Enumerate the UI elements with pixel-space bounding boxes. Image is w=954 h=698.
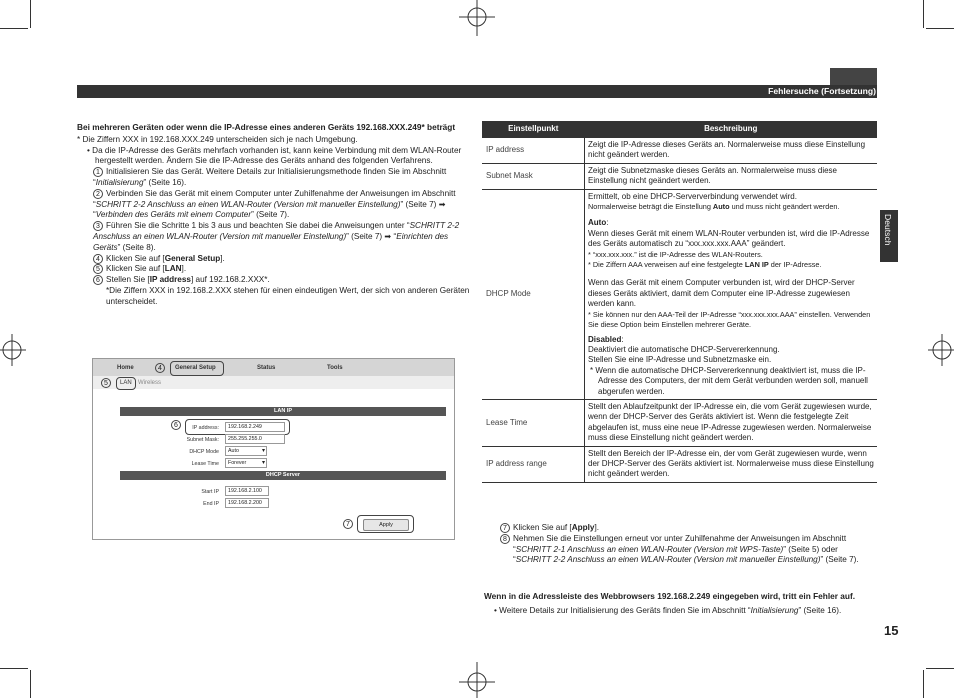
- error-section: [484, 591, 877, 617]
- column-header: Einstellpunkt: [482, 121, 585, 138]
- dhcp-server-section-title: DHCP Server: [120, 471, 446, 480]
- registration-mark: [457, 0, 497, 40]
- tab-home[interactable]: Home: [117, 365, 134, 371]
- left-column: [77, 122, 472, 308]
- step-list-continued: [500, 523, 876, 566]
- tab-general-setup[interactable]: General Setup: [175, 365, 216, 371]
- header-tab-decoration: [830, 68, 877, 85]
- tab-status[interactable]: Status: [257, 365, 276, 371]
- setting-description: Stellt den Bereich der IP-Adresse ein, der vom Gerät zugewiesen wurde, wenn der DHCP-Server des Geräts aktiviert ist. Normalerweise muss diese Einstellung nicht geändert werden.: [585, 446, 878, 482]
- subnet-mask-input[interactable]: 255.255.255.0: [225, 434, 285, 444]
- setting-description: Ermittelt, ob eine DHCP-Serververbindung verwendet wird. Normalerweise beträgt die Einstellung Auto und muss nicht geändert werden. Auto: Wenn dieses Gerät mit einem WLAN-Router verbunden ist, wird die IP-Adresse des Geräts automatisch zu “xxx.xxx.xxx.AAA” geändert. * “xxx.xxx.xxx.” ist die IP-Adresse des WLAN-Routers. * Die Ziffern AAA verweisen auf eine festgelegte LAN IP der IP-Adresse. Wenn das Gerät mit einem Computer verbunden ist, wird der DHCP-Server dieses Geräts aktiviert, damit dem Computer eine IP-Adresse zugewiesen werden kann. * Sie können nur den AAA-Teil der IP-Adresse “xxx.xxx.xxx.AAA” einstellen. Verwenden Sie diese Option beim Einstellen mehrerer Geräte. Disabled: Deaktiviert die automatische DHCP-Servererkennung. Stellen Sie eine IP-Adresse und Subnetzmaske ein. * Wenn die automatische DHCP-Servererkennung deaktiviert ist, muss die IP-Adresse des Computers, der mit dem Gerät verbunden werden soll, manuell abgerufen werden.: [585, 189, 878, 399]
- step-7: 7 Klicken Sie auf [Apply].: [500, 523, 876, 534]
- bullet-text: • Da die IP-Adresse des Geräts mehrfach vorhanden ist, kann keine Verbindung mit dem WLAN-Router hergestellt werden. Ändern Sie die IP-Adresse des Geräts anhand des folgenden Verfahrens.: [87, 145, 462, 166]
- setting-name: IP address range: [482, 446, 585, 482]
- step-marker: 5: [101, 378, 111, 388]
- crop-mark: [30, 670, 31, 698]
- highlight-ring: [116, 377, 136, 390]
- crop-mark: [0, 668, 28, 669]
- end-ip-input[interactable]: 192.168.2.200: [225, 498, 269, 508]
- step-3: 3 Führen Sie die Schritte 1 bis 3 aus und beachten Sie dabei die Anweisungen unter “SCHRITT 2-2 Anschluss an einen WLAN-Router (Version mit manueller Einstellung)” (Seite 7) ➡ “Einrichten des Geräts” (Seite 8).: [93, 221, 460, 252]
- section-heading: Wenn in die Adressleiste des Webbrowsers 192.168.2.249 eingegeben wird, tritt ein Fehler auf.: [484, 591, 856, 601]
- lease-time-label: Lease Time: [191, 461, 219, 467]
- crop-mark: [923, 670, 924, 698]
- end-ip-label: End IP: [203, 501, 219, 507]
- setting-name: Subnet Mask: [482, 163, 585, 189]
- apply-button[interactable]: Apply: [363, 519, 409, 531]
- setting-description: Stellt den Ablaufzeitpunkt der IP-Adresse ein, die vom Gerät zugewiesen wurde, wenn der DHCP-Server des Geräts aktiviert ist. Wenn die festgelegte Zeit abgelaufen ist, muss eine neue IP-Adresse zugewiesen werden. Normalerweise muss diese Einstellung nicht geändert werden.: [585, 399, 878, 446]
- crop-mark: [0, 28, 28, 29]
- table-row: [482, 399, 877, 446]
- subtab-lan[interactable]: LAN: [120, 380, 132, 386]
- setting-name: Lease Time: [482, 399, 585, 446]
- registration-mark: [924, 330, 954, 370]
- registration-mark: [457, 660, 497, 698]
- router-sub-nav: [93, 376, 454, 389]
- table-row: [482, 189, 877, 399]
- router-nav-bar: [93, 359, 454, 377]
- step-6: 6 Stellen Sie [IP address] auf 192.168.2.XXX*.: [93, 275, 472, 286]
- bullet-text: • Weitere Details zur Initialisierung des Geräts finden Sie im Abschnitt “Initialisierung” (Seite 16).: [494, 605, 842, 615]
- crop-mark: [30, 0, 31, 28]
- step-marker: 4: [155, 363, 165, 373]
- column-header: Beschreibung: [585, 121, 878, 138]
- step-marker: 7: [343, 519, 353, 529]
- step-marker: 6: [171, 420, 181, 430]
- page-section-title: Fehlersuche (Fortsetzung): [768, 86, 876, 96]
- start-ip-input[interactable]: 192.168.2.100: [225, 486, 269, 496]
- lease-time-select[interactable]: Forever ▾: [225, 458, 267, 468]
- tab-tools[interactable]: Tools: [327, 365, 343, 371]
- setting-description: Zeigt die Subnetzmaske dieses Geräts an. Normalerweise muss diese Einstellung nicht geändert werden.: [585, 163, 878, 189]
- settings-table: [482, 121, 877, 483]
- section-heading: Bei mehreren Geräten oder wenn die IP-Adresse eines anderen Geräts 192.168.XXX.249* beträgt: [77, 122, 456, 132]
- dhcp-mode-label: DHCP Mode: [189, 449, 219, 455]
- step-list: [77, 167, 472, 307]
- highlight-ring: [170, 361, 224, 376]
- setting-name: IP address: [482, 138, 585, 163]
- registration-mark: [0, 330, 30, 370]
- lan-ip-section-title: LAN IP: [120, 407, 446, 416]
- crop-mark: [923, 0, 924, 28]
- setting-name: DHCP Mode: [482, 189, 585, 399]
- table-header: [482, 121, 877, 138]
- crop-mark: [926, 28, 954, 29]
- setting-description: Zeigt die IP-Adresse dieses Geräts an. Normalerweise muss diese Einstellung nicht geändert werden.: [585, 138, 878, 163]
- crop-mark: [926, 668, 954, 669]
- dhcp-mode-select[interactable]: Auto ▾: [225, 446, 267, 456]
- step-6-note: *Die Ziffern XXX in 192.168.2.XXX stehen für einen eindeutigen Wert, der sich von anderen Geräten unterscheidet.: [106, 285, 470, 306]
- table-row: [482, 138, 877, 163]
- subnet-mask-label: Subnet Mask:: [186, 437, 219, 443]
- start-ip-label: Start IP: [201, 489, 219, 495]
- step-8: 8 Nehmen Sie die Einstellungen erneut vor unter Zuhilfenahme der Anweisungen im Abschnitt “SCHRITT 2-1 Anschluss an einen WLAN-Router (Version mit WPS-Taste)” (Seite 5) oder “SCHRITT 2-2 Anschluss an einen WLAN-Router (Version mit manueller Einstellung)” (Seite 7).: [500, 534, 876, 566]
- step-1: 1 Initialisieren Sie das Gerät. Weitere Details zur Initialisierungsmethode finden Sie im Abschnitt “Initialisierung” (Seite 16).: [93, 167, 447, 187]
- ip-address-label: IP address:: [192, 425, 219, 431]
- language-tab: [880, 210, 898, 262]
- table-row: [482, 163, 877, 189]
- step-4: 4 Klicken Sie auf [General Setup].: [93, 254, 472, 265]
- header-bar: [77, 85, 877, 98]
- page-number: 15: [884, 623, 899, 638]
- table-row: [482, 446, 877, 482]
- ip-address-input[interactable]: 192.168.2.249: [225, 422, 285, 432]
- subtab-wireless[interactable]: Wireless: [138, 380, 162, 386]
- step-2: 2 Verbinden Sie das Gerät mit einem Computer unter Zuhilfenahme der Anweisungen im Abschnitt “SCHRITT 2-2 Anschluss an einen WLAN-Router (Version mit manueller Einstellung)” (Seite 7) ➡ “Verbinden des Geräts mit einem Computer” (Seite 7).: [93, 188, 456, 220]
- note: * Die Ziffern XXX in 192.168.XXX.249 unterscheiden sich je nach Umgebung.: [77, 134, 358, 144]
- language-label: Deutsch: [882, 214, 893, 246]
- router-settings-screenshot: [92, 358, 455, 540]
- step-5: 5 Klicken Sie auf [LAN].: [93, 264, 472, 275]
